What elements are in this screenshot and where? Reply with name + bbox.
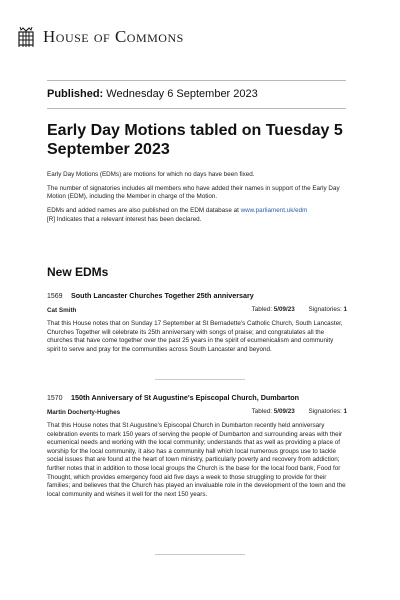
edm-title: South Lancaster Churches Together 25th anniversary bbox=[71, 291, 254, 300]
intro-paragraph: Early Day Motions (EDMs) are motions for which no days have been fixed. bbox=[47, 171, 255, 178]
intro-paragraph: EDMs and added names are also published on the EDM database at www.parliament.uk/edm bbox=[47, 206, 308, 214]
top-rule bbox=[47, 80, 346, 81]
intro-text bbox=[47, 171, 347, 230]
edm-meta: Tabled: 5/09/23 Signatories: 1 bbox=[251, 306, 347, 313]
edm-number: 1569 bbox=[47, 293, 63, 300]
edm-entry bbox=[47, 393, 347, 499]
section-title: New EDMs bbox=[47, 265, 109, 279]
signatories-count: 1 bbox=[343, 408, 347, 415]
tabled-date: 5/09/23 bbox=[273, 408, 295, 415]
published-date: Wednesday 6 September 2023 bbox=[106, 88, 258, 100]
page-header bbox=[17, 26, 184, 48]
edm-number: 1570 bbox=[47, 395, 63, 402]
published-label: Published: bbox=[47, 88, 104, 100]
edm-meta: Tabled: 5/09/23 Signatories: 1 bbox=[251, 408, 347, 415]
intro-paragraph: [R] Indicates that a relevant interest has been declared. bbox=[47, 216, 202, 224]
edm-divider bbox=[155, 379, 245, 380]
middle-rule bbox=[47, 108, 346, 109]
edm-text: That this House notes that on Sunday 17 September at St Bernadette's Catholic Church, South Lancaster, Churches Together will celebrate its 25th anniversary with songs of praise; and congratulates all the churches that have come together over the past 25 years in the spirit of ecumenicalism and community spirit to serve and pray for the communities across South Lancaster and beyond. bbox=[47, 320, 343, 353]
edm-title: 150th Anniversary of St Augustine's Episcopal Church, Dumbarton bbox=[71, 393, 300, 402]
signatories-count: 1 bbox=[343, 306, 347, 313]
published-line bbox=[47, 88, 258, 100]
edm-text: That this House notes that St Augustine's Episcopal Church in Dumbarton recently held anniversary celebration events to mark 150 years of serving the people of Dumbarton and surrounding areas with their ecumenical needs and working with the local community; understands that as well as providing a place of worship for the local community, it also has a community hall which local numerous groups use to tackle social issues that are found at the heart of town ministry, particularly poverty and recovery from addiction; further notes that in addition to those local groups the Church is the base for the local food bank, Food for Thought, which provides emergency food aid five days a week to those struggling to provide for their families; and believes that the Church has played an invaluable role in the development of the town and the local community and wishes it well for the next 150 years. bbox=[47, 422, 346, 498]
portcullis-icon bbox=[17, 26, 35, 48]
document-title: Early Day Motions tabled on Tuesday 5 September 2023 bbox=[47, 122, 343, 158]
edm-sponsor: Cat Smith bbox=[47, 307, 77, 314]
house-title: House of Commons bbox=[43, 27, 184, 46]
edm-divider bbox=[155, 554, 245, 555]
intro-paragraph: The number of signatories includes all members who have added their names in support of the Early Day Motion (EDM), including the Member in charge of the Motion. bbox=[47, 184, 340, 201]
edm-sponsor: Martin Docherty-Hughes bbox=[47, 409, 121, 416]
tabled-date: 5/09/23 bbox=[273, 306, 295, 313]
edm-entry bbox=[47, 291, 347, 354]
edm-database-link[interactable]: www.parliament.uk/edm bbox=[240, 206, 308, 214]
